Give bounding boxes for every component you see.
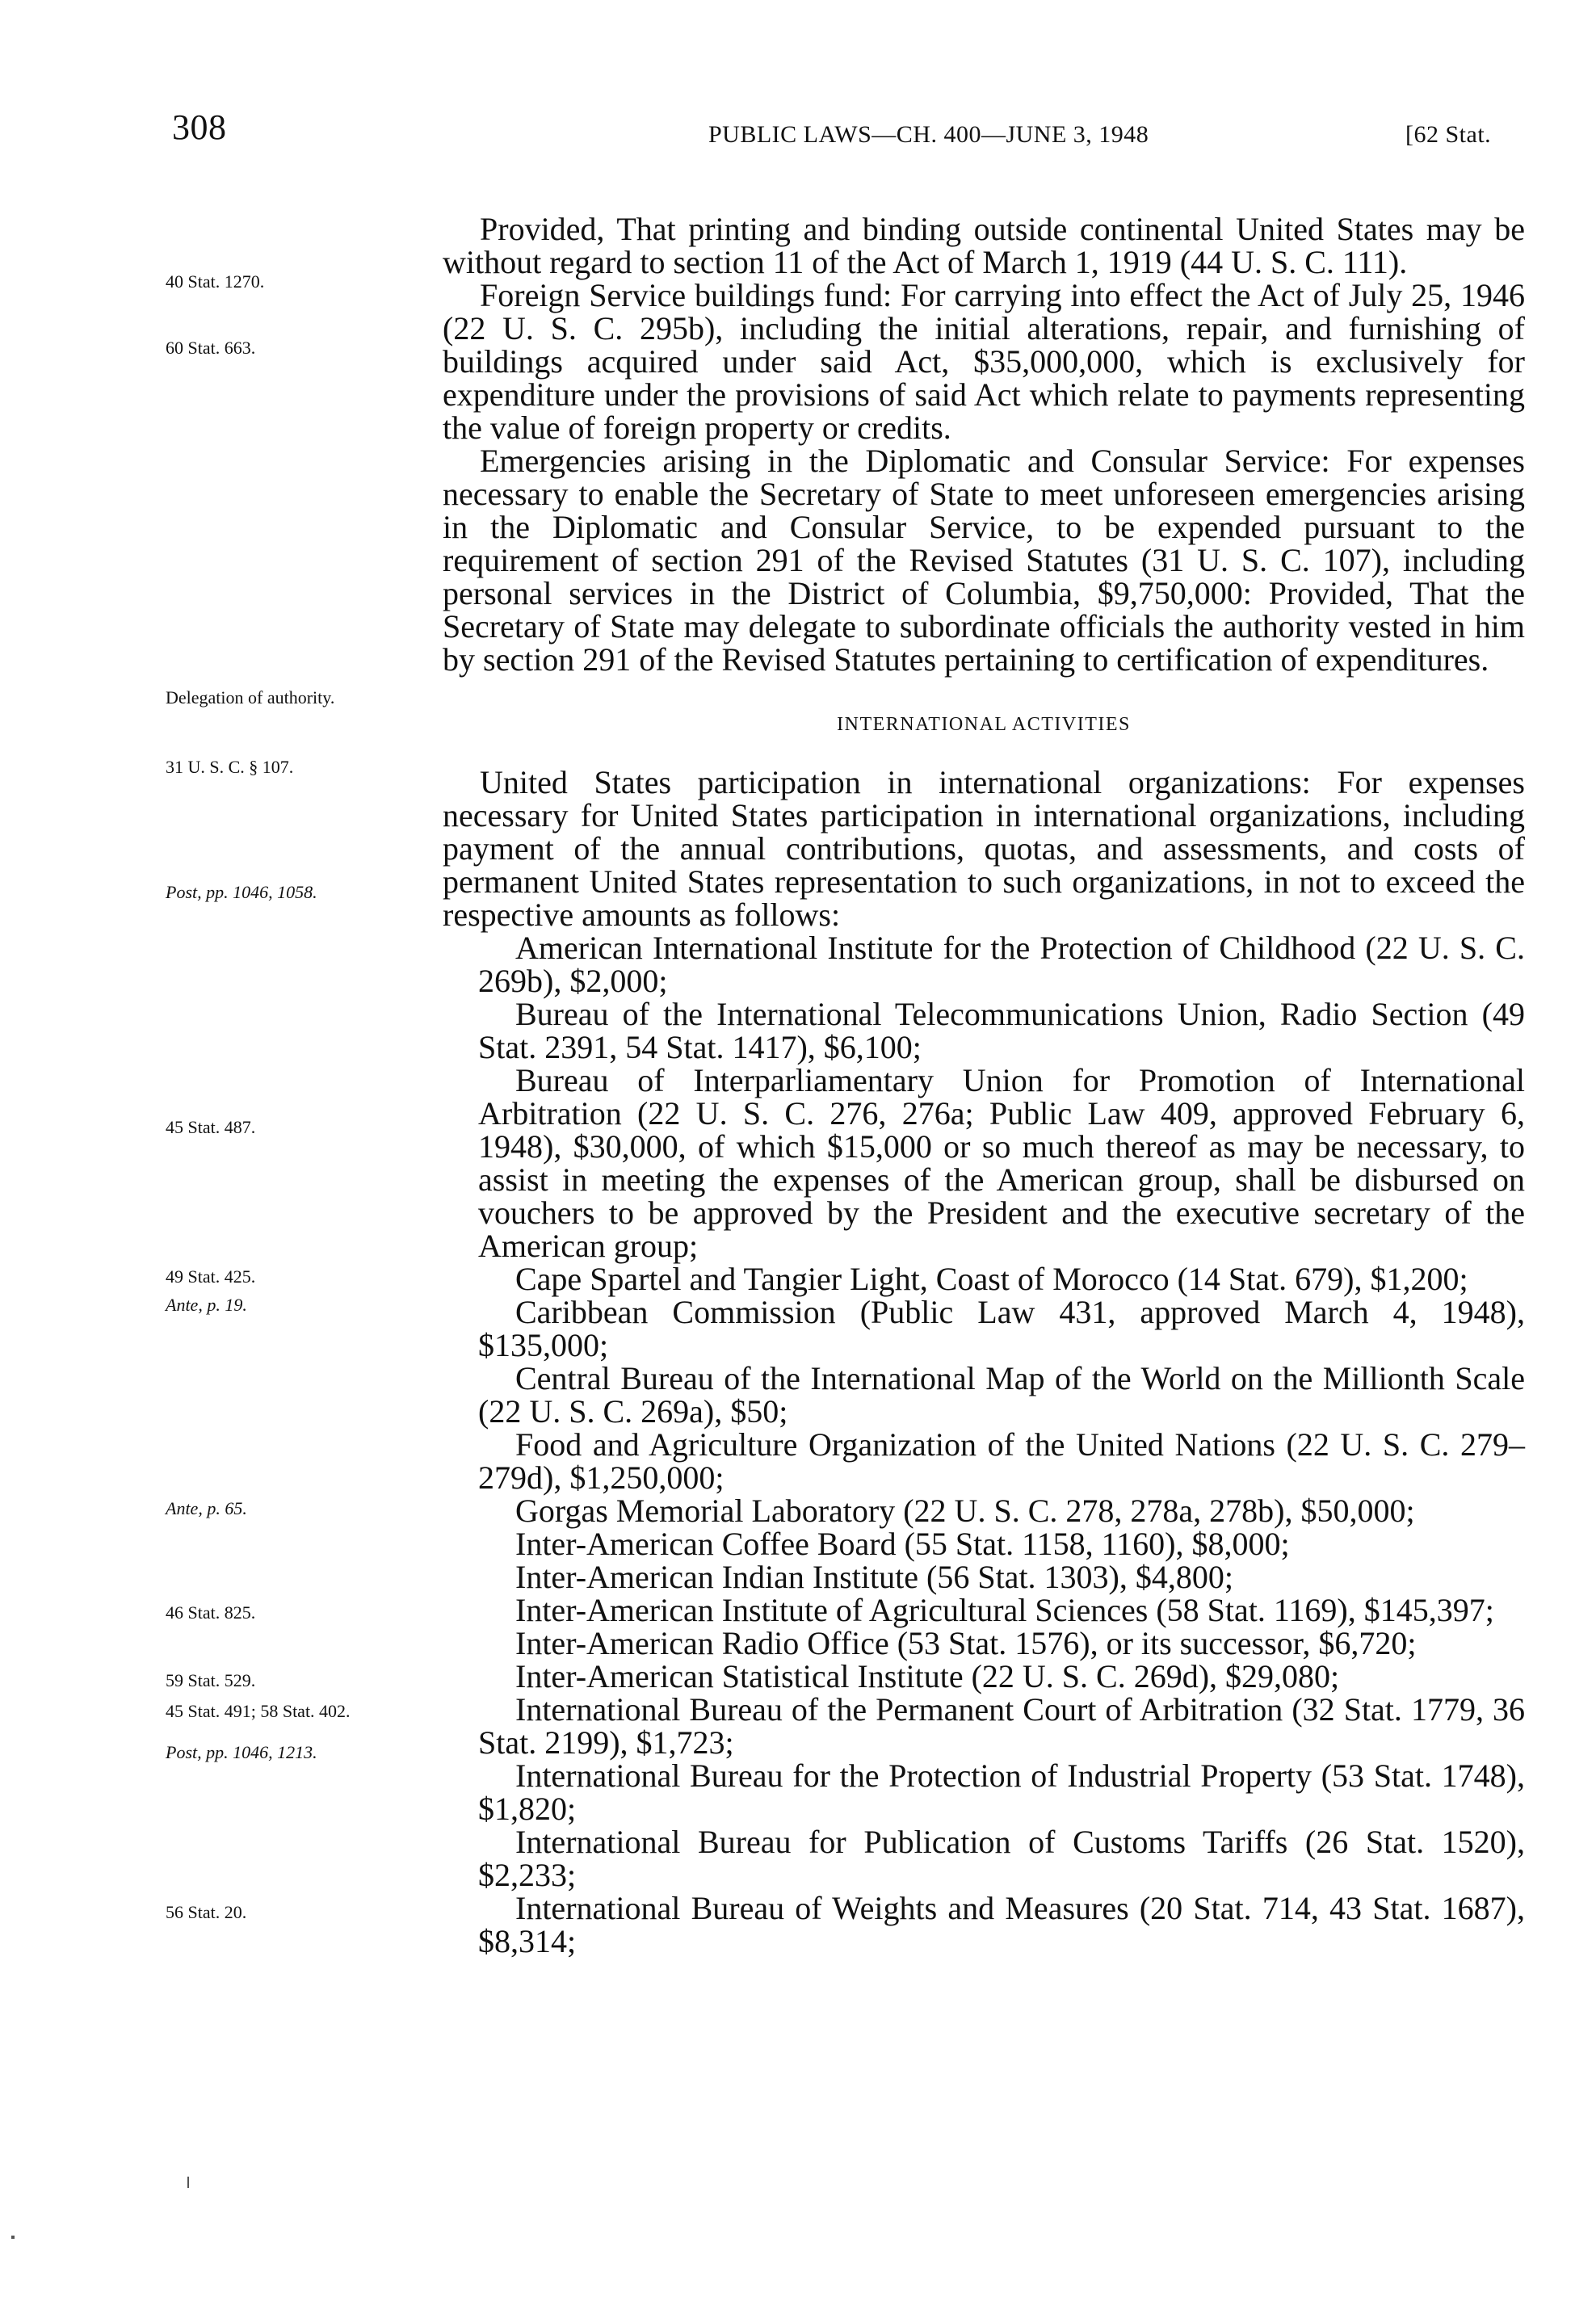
margin-note: 31 U. S. C. § 107. — [166, 757, 294, 777]
margin-note: 60 Stat. 663. — [166, 338, 256, 358]
margin-note: 59 Stat. 529. — [166, 1670, 256, 1690]
list-item: Inter-American Indian Institute (56 Stat. 1303), $4,800; — [515, 1559, 1233, 1595]
list-item: Inter-American Statistical Institute (22 U. S. C. 269d), $29,080; — [515, 1658, 1340, 1694]
volume-reference: [62 Stat. — [1405, 121, 1492, 148]
list-item: Gorgas Memorial Laboratory (22 U. S. C. 278, 278a, 278b), $50,000; — [515, 1493, 1415, 1529]
section-heading: INTERNATIONAL ACTIVITIES — [837, 714, 1131, 735]
list-item: International Bureau of Weights and Measures (20 Stat. 714, 43 Stat. 1687), $8,314; — [478, 1890, 1525, 1959]
paragraph-emergencies: Emergencies arising in the Diplomatic and Consular Service: For expenses necessary to enable the Secretary of State to meet unforeseen emergencies arising in the Diplomatic and Consular Service, to be expended pursuant to the requirement of section 291 of the Revised Statutes (31 U. S. C. 107), including personal services in the District of Columbia, $9,750,000: Provided, That the Secretary of State may delegate to subordinate officials the authority vested in him by section 291 of the Revised Statutes pertaining to certification of expenditures. — [443, 443, 1525, 678]
margin-note: Ante, p. 65. — [166, 1498, 247, 1518]
paragraph-international-intro: United States participation in international organizations: For expenses necessary for United States participation in international organizations, including payment of the annual contributions, quotas, and assessments, and costs of permanent United States representation to such organizations, in not to exceed the respective amounts as follows: — [443, 764, 1525, 933]
margin-note: 49 Stat. 425. — [166, 1266, 256, 1287]
page-number: 308 — [172, 107, 227, 147]
list-item: Central Bureau of the International Map of the World on the Millionth Scale (22 U. S. C. 269a), $50; — [478, 1360, 1525, 1430]
list-item: Inter-American Institute of Agricultural Sciences (58 Stat. 1169), $145,397; — [515, 1592, 1494, 1628]
list-item: Bureau of Interparliamentary Union for Promotion of International Arbitration (22 U. S. C. 276, 276a; Public Law 409, approved February 6, 1948), $30,000, of which $15,000 or so much thereof as may be necessary, to assist in meeting the expenses of the American group, shall be disbursed on vouchers to be approved by the President and the executive secretary of the American group; — [478, 1062, 1525, 1264]
margin-note: 46 Stat. 825. — [166, 1602, 256, 1623]
margin-note: Delegation of authority. — [166, 687, 335, 708]
paragraph-proviso: Provided, That printing and binding outside continental United States may be without regard to section 11 of the Act of March 1, 1919 (44 U. S. C. 111). — [443, 211, 1525, 280]
margin-note: 45 Stat. 487. — [166, 1117, 256, 1137]
list-item: Bureau of the International Telecommunications Union, Radio Section (49 Stat. 2391, 54 Stat. 1417), $6,100; — [478, 996, 1525, 1065]
margin-note: Ante, p. 19. — [166, 1295, 247, 1315]
list-item: Caribbean Commission (Public Law 431, approved March 4, 1948), $135,000; — [478, 1294, 1525, 1363]
paragraph-foreign-service-buildings: Foreign Service buildings fund: For carrying into effect the Act of July 25, 1946 (22 U. S. C. 295b), including the initial alterations, repair, and furnishing of buildings acquired under said Act, $35,000,000, which is exclusively for expenditure under the provisions of said Act which relate to payments representing the value of foreign property or credits. — [443, 277, 1525, 446]
list-item: Food and Agriculture Organization of the United Nations (22 U. S. C. 279–279d), $1,250,000; — [478, 1426, 1525, 1496]
list-item: International Bureau for the Protection of Industrial Property (53 Stat. 1748), $1,820; — [478, 1757, 1525, 1827]
margin-note: 45 Stat. 491; 58 Stat. 402. — [166, 1701, 351, 1721]
list-item: International Bureau of the Permanent Court of Arbitration (32 Stat. 1779, 36 Stat. 2199), $1,723; — [478, 1691, 1525, 1761]
list-item: Inter-American Radio Office (53 Stat. 1576), or its successor, $6,720; — [515, 1625, 1417, 1661]
scan-mark — [11, 2236, 15, 2239]
list-item: Inter-American Coffee Board (55 Stat. 1158, 1160), $8,000; — [515, 1526, 1290, 1562]
margin-note: 56 Stat. 20. — [166, 1902, 247, 1922]
margin-note: Post, pp. 1046, 1058. — [166, 882, 317, 902]
running-title: PUBLIC LAWS—CH. 400—JUNE 3, 1948 — [708, 121, 1149, 148]
list-item: International Bureau for Publication of Customs Tariffs (26 Stat. 1520), $2,233; — [478, 1824, 1525, 1893]
main-text — [443, 212, 1525, 1958]
margin-note: Post, pp. 1046, 1213. — [166, 1742, 317, 1762]
list-item: Cape Spartel and Tangier Light, Coast of Morocco (14 Stat. 679), $1,200; — [515, 1261, 1468, 1297]
scan-mark — [187, 2177, 189, 2188]
margin-note: 40 Stat. 1270. — [166, 271, 265, 292]
list-item: American International Institute for the Protection of Childhood (22 U. S. C. 269b), $2,000; — [478, 930, 1525, 999]
